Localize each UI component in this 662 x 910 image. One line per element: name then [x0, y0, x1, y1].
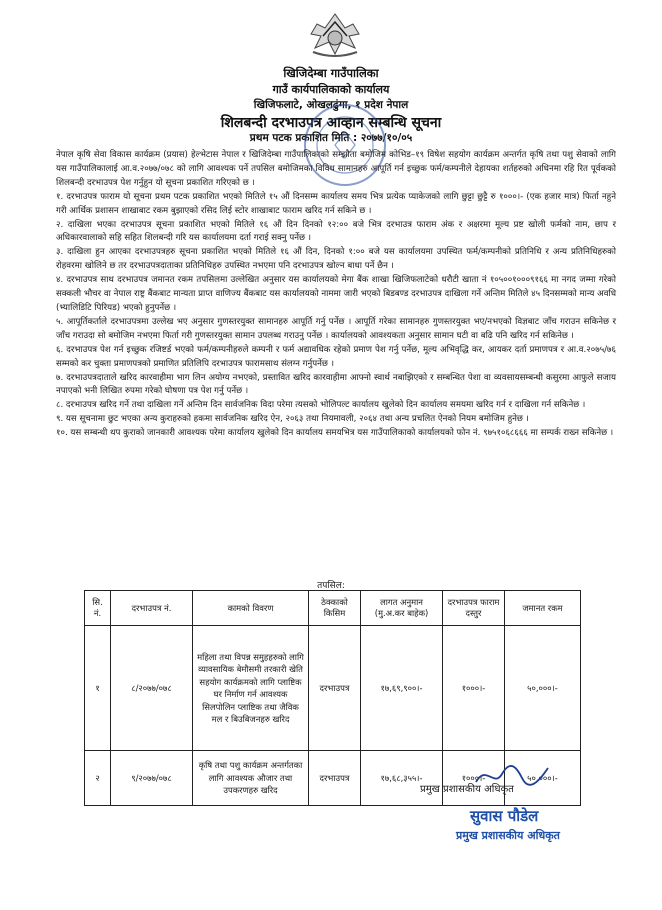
cell-estimate: १७,६८,३५५।-	[361, 751, 443, 806]
clause-1: १. दरभाउपत्र फाराम यो सूचना प्रथम पटक प्रकाशित भएको मितिले १५ औं दिनसम्म कार्यालय समय भित्र प्रत्येक प्याकेजको लागि छुट्टा छुट्टै रु १०००।- (एक हजार मात्र) फिर्ता नहुने गरी आर्थिक प्रशासन शाखाबाट रकम बुझाएको रसिद लिई स्टोर शाखाबाट फाराम खरिद गर्न सकिने छ ।	[56, 191, 616, 216]
intro-paragraph: नेपाल कृषि सेवा विकास कार्यक्रम (प्रयास) हेल्भेटास नेपाल र खिजिदेम्बा गाउँपालिकाको सम्झौता बमोजिम कोभिड–१९ विषेश सहयोग कार्यक्रम अन्तर्गत कृषि तथा पशु सेवाको लागि यस गाउँपालिकालाई आ.व.२०७७/०७८ को लागि आवश्यक पर्ने तपसिल बमोजिमका विविध सामानहरु आपूर्ति गर्न इच्छुक फर्म/कम्पनीले देहायका शर्तहरुको अधिनमा रहि रित पूर्वकको शिलबन्दी दरभाउपत्र पेश गर्नुहुन यो सूचना प्रकाशित गरिएको छ ।	[56, 150, 616, 188]
office-name: खिजिदेम्बा गाउँपालिका	[283, 66, 379, 80]
cell-sn: २	[85, 751, 111, 806]
cell-bid-no: ९/२०७७/०७८	[111, 751, 193, 806]
col-header-security: जमानत रकम	[505, 591, 581, 626]
cell-contract-type: दरभाउपत्र	[309, 626, 361, 751]
clause-3: ३. दाखिला हुन आएका दरभाउपत्रहरु सूचना प्रकाशित भएको मितिले १६ औं दिन, दिनको १:०० बजे यस कार्यालयमा उपस्थित फर्म/कम्पनीको प्रतिनिधि र अन्य प्रतिनिधिहरुको रोहवरमा खोलिने छ तर दरभाउपत्रदाताका प्रतिनिधिहरु उपस्थित नभएमा पनि दरभाउपत्र खोल्न बाधा पर्ने छैन ।	[56, 247, 616, 272]
office-address: खिजिफलाटे, ओखलढुंगा, १ प्रदेश नेपाल	[253, 99, 409, 111]
notice-title: शिलबन्दी दरभाउपत्र आव्हान सम्बन्धि सूचना	[220, 115, 442, 131]
publish-date-line: प्रथम पटक प्रकाशित मिति : २०७७/१०/०५	[249, 132, 413, 144]
cell-sn: १	[85, 626, 111, 751]
col-header-description: कामको विवरण	[193, 591, 309, 626]
cell-description: महिला तथा विपन्न समुहहरुको लागि व्यावसायिक बेमौसमी तरकारी खेति सहयोग कार्यक्रमको लागि प्लाष्टिक घर निर्माण गर्न आवश्यक सिलपोलिन प्लाष्टिक तथा जैविक मल र बिउबिजनहरु खरिद	[193, 626, 309, 751]
col-header-contract-type: ठेक्काको किसिम	[309, 591, 361, 626]
cell-security: ५०,०००।-	[505, 751, 581, 806]
cell-estimate: १७,६९,९००।-	[361, 626, 443, 751]
cell-form-fee: १०००।-	[443, 751, 505, 806]
cell-contract-type: दरभाउपत्र	[309, 751, 361, 806]
clause-4: ४. दरभाउपत्र साथ दरभाउपत्र जमानत रकम तपसिलमा उल्लेखित अनुसार यस कार्यालयको मेगा बैंक शाखा खिजिफलाटेको धरौटी खाता नं १०५००१०००९१६६ मा नगद जम्मा गरेको सक्कली भौचर वा नेपाल राष्ट्र बैंकबाट मान्यता प्राप्त वाणिज्य बैंकबाट यस कार्यालयको नाममा जारी भएको बिडबण्ड दरभाउपत्र दाखिला गर्ने अन्तिम मितिले ४५ दिनसम्मको मान्य अवधि (भ्यालिडिटि पिरियड) भएको हुनुपर्नेछ ।	[56, 275, 616, 313]
notice-body	[56, 149, 616, 441]
clause-7: ७. दरभाउपत्रदाताले खरिद कारवाहीमा भाग लिन अयोग्य नभएको, प्रस्तावित खरिद कारवाहीमा आफ्नो स्वार्थ नबाझिएको र सम्बन्धित पेशा वा व्यवसायसम्बन्धी कसुरमा आफुले सजाय नपाएको भनी लिखित रुपमा गरेको घोषणा पत्र पेश गर्नु पर्नेछ ।	[56, 372, 616, 397]
cell-description: कृषि तथा पशु कार्यक्रम अन्तर्गतका लागि आवश्यक औजार तथा उपकरणहरु खरिद	[193, 751, 309, 806]
nepal-emblem-icon	[303, 8, 367, 62]
col-header-sn: सि. नं.	[85, 591, 111, 626]
table-row	[85, 626, 581, 751]
cell-form-fee: १०००।-	[443, 626, 505, 751]
cell-security: ५०,०००।-	[505, 626, 581, 751]
col-header-bid-no: दरभाउपत्र नं.	[111, 591, 193, 626]
signatory-label: प्रमुख प्रशासकीय अधिकृत	[420, 784, 514, 795]
schedule-label: तपसिल:	[317, 581, 345, 591]
signatory-name: सुवास पौडेल	[470, 807, 539, 825]
clause-8: ८. दरभाउपत्र खरिद गर्ने तथा दाखिला गर्ने अन्तिम दिन सार्वजनिक विदा परेमा त्यसको भोलिपल्ट कार्यालय खुलेको दिन कार्यालय समयमा खरिद गर्न र दाखिला गर्न सकिनेछ ।	[56, 400, 586, 411]
col-header-form-fee: दरभाउपत्र फाराम दस्तुर	[443, 591, 505, 626]
clause-6: ६. दरभाउपत्र पेश गर्न इच्छुक रजिष्टर्ड भएको फर्म/कम्पनीहरुले कम्पनी र फर्म अद्यावधिक रहेको प्रमाण पेश गर्नु पर्नेछ, मूल्य अभिवृद्धि कर, आयकर दर्ता प्रमाणपत्र र आ.व.२०७५/७६ सम्मको कर चुक्ता प्रमाणपत्रको प्रमाणित प्रतिलिपि दरभाउपत्र फारामसाथ संलग्न गर्नुपर्नेछ ।	[56, 344, 616, 369]
clause-10: १०. यस सम्बन्धी थप कुराको जानकारी आवश्यक परेमा कार्यालय खुलेको दिन कार्यालय समयभित्र यस गाउँपालिकाको कार्यालयको फोन नं. ९७५१०६८६६६ मा सम्पर्क राख्न सकिनेछ ।	[56, 428, 614, 439]
col-header-estimate: लागत अनुमान (मु.अ.कर बाहेक)	[361, 591, 443, 626]
cell-bid-no: ८/२०७७/०७८	[111, 626, 193, 751]
clause-9: ९. यस सूचनामा छुट भएका अन्य कुराहरुको हकमा सार्वजनिक खरिद ऐन, २०६३ तथा नियमावली, २०६४ तथा अन्य प्रचलित ऐनको नियम बमोजिम हुनेछ ।	[56, 414, 529, 425]
office-subtitle: गाउँ कार्यपालिकाको कार्यालय	[272, 83, 390, 96]
clause-2: २. दाखिला भएका दरभाउपत्र सूचना प्रकाशित भएको मितिले १६ औं दिन दिनको १२:०० बजे भित्र दरभाउत्र फाराम अंक र अक्षरमा मूल्य प्रष्ट खोली फर्मको नाम, छाप र अधिकारवालाको सहि सहित शिलबन्दी गरि यस कार्यालयमा दर्ता गराई सक्नु पर्नेछ ।	[56, 219, 616, 244]
clause-5: ५. आपूर्तिकर्ताले दरभाउपत्रमा उल्लेख भए अनुसार गुणस्तरयुक्त सामानहरु आपूर्ति गर्नु पर्नेछ । आपूर्ति गरेका सामानहरु गुणस्तरयुक्त भए/नभएको विज्ञबाट जाँच गराउन सकिनेछ र जाँच गराउदा सो बमोजिम नभएमा फिर्ता गरी गुणस्तरयुक्त सामान उपलब्ध गराउनु पर्नेछ । कार्यालयको आवश्यकता अनुसार सामान घटी वा बढि पनि खरिद गर्न सकिनेछ ।	[56, 316, 616, 341]
signatory-title: प्रमुख प्रशासकीय अधिकृत	[456, 829, 560, 842]
table-header-row	[85, 591, 581, 626]
